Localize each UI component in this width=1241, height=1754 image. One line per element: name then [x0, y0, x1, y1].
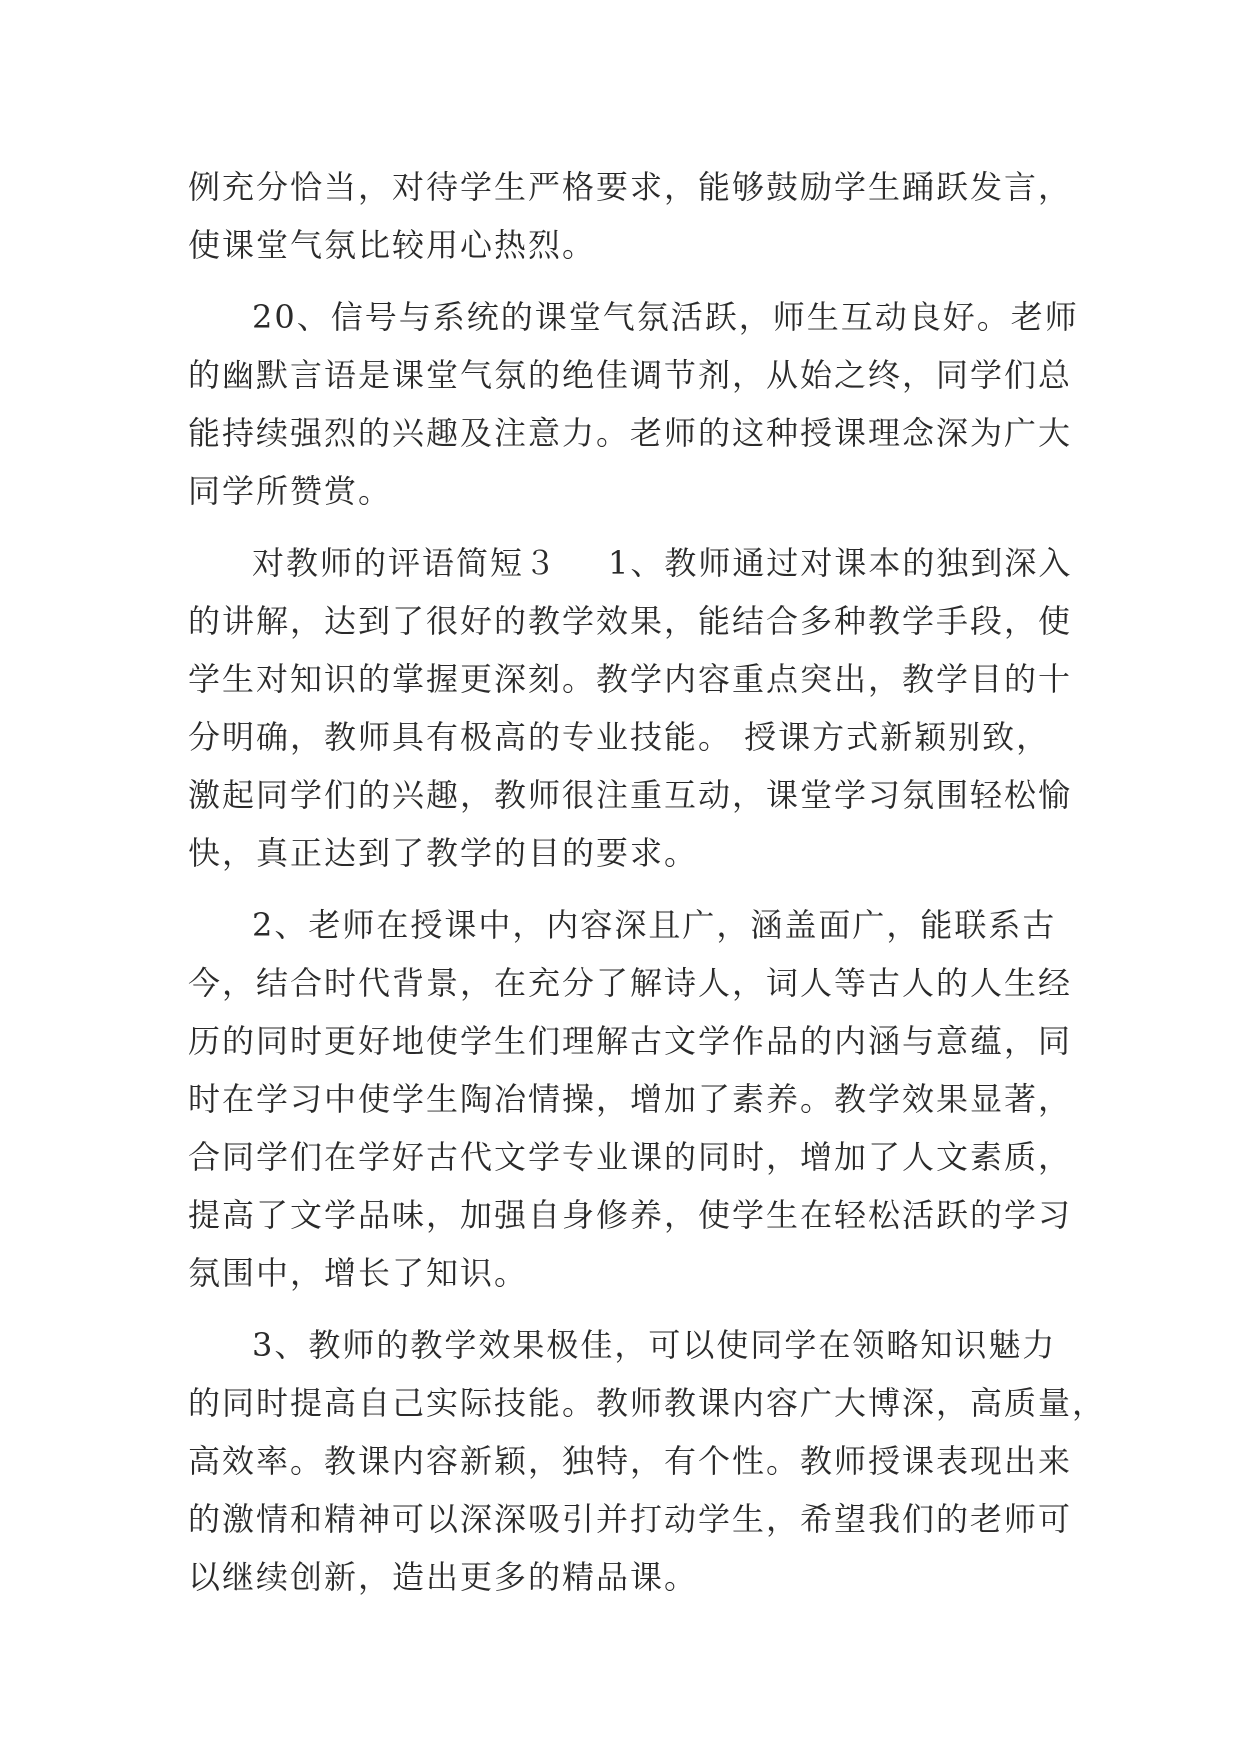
text-line: 20、信号与系统的课堂气氛活跃，师生互动良好。老师 — [252, 298, 1079, 336]
text-line: 以继续创新，造出更多的精品课。 — [188, 1558, 699, 1596]
text-line: 学生对知识的掌握更深刻。教学内容重点突出，教学目的十 — [188, 660, 1073, 698]
text-line: 分明确，教师具有极高的专业技能。 授课方式新颖别致， — [188, 718, 1051, 756]
text-line: 使课堂气氛比较用心热烈。 — [188, 226, 597, 264]
text-line: 同学所赞赏。 — [188, 472, 393, 510]
text-line: 的激情和精神可以深深吸引并打动学生，希望我们的老师可 — [188, 1500, 1073, 1538]
text-line — [188, 534, 1073, 592]
text-line: 合同学们在学好古代文学专业课的同时，增加了人文素质， — [188, 1138, 1073, 1176]
text-line: 快，真正达到了教学的目的要求。 — [188, 834, 699, 872]
text-line: 3、教师的教学效果极佳，可以使同学在领略知识魅力 — [252, 1326, 1057, 1364]
text-line: 的讲解，达到了很好的教学效果，能结合多种教学手段，使 — [188, 602, 1073, 640]
text-line: 今，结合时代背景，在充分了解诗人，词人等古人的人生经 — [188, 964, 1073, 1002]
document-body — [188, 158, 1107, 1606]
text-line: 时在学习中使学生陶冶情操，增加了素养。教学效果显著， — [188, 1080, 1073, 1118]
text-line: 高效率。教课内容新颖，独特，有个性。教师授课表现出来 — [188, 1442, 1073, 1480]
section-3 — [188, 534, 1073, 882]
text-line: 氛围中，增长了知识。 — [188, 1254, 529, 1292]
text-line: 提高了文学品味，加强自身修养，使学生在轻松活跃的学习 — [188, 1196, 1073, 1234]
paragraph-item-3 — [188, 1316, 1107, 1606]
text-line: 激起同学们的兴趣，教师很注重互动，课堂学习氛围轻松愉 — [188, 776, 1073, 814]
text-line: 历的同时更好地使学生们理解古文学作品的内涵与意蕴，同 — [188, 1022, 1073, 1060]
paragraph-item-2 — [188, 896, 1073, 1302]
text-line: 例充分恰当，对待学生严格要求，能够鼓励学生踊跃发言， — [188, 168, 1073, 206]
text-line: 2、老师在授课中，内容深且广，涵盖面广，能联系古 — [252, 906, 1057, 944]
text-line: 的同时提高自己实际技能。教师教课内容广大博深，高质量， — [188, 1384, 1107, 1422]
paragraph-continuation — [188, 158, 1073, 274]
paragraph-item-20 — [188, 288, 1079, 520]
text-line: 的幽默言语是课堂气氛的绝佳调节剂，从始之终，同学们总 — [188, 356, 1073, 394]
section-item-1-start: 1、教师通过对课本的独到深入 — [608, 544, 1073, 582]
section-heading: 对教师的评语简短３ — [252, 544, 559, 582]
text-line: 能持续强烈的兴趣及注意力。老师的这种授课理念深为广大 — [188, 414, 1073, 452]
